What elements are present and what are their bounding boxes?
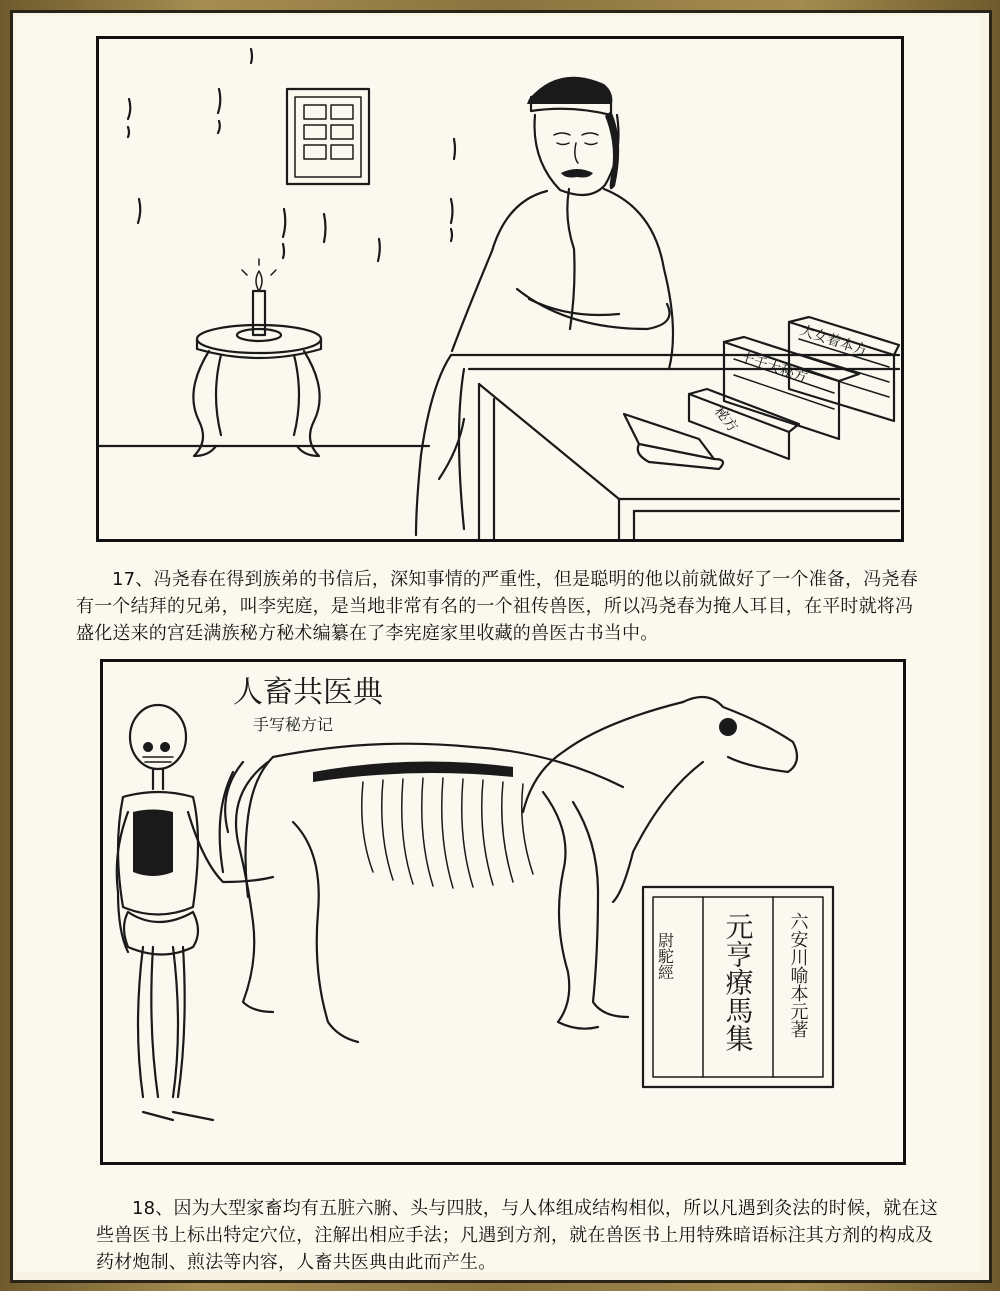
candle-stool: [193, 259, 321, 456]
comic-page: [16, 16, 980, 1272]
panel-17-caption: 17、冯尧春在得到族弟的书信后，深知事情的严重性，但是聪明的他以前就做好了一个准备，冯尧春有一个结拜的兄弟，叫李宪庭，是当地非常有名的一个祖传兽医，所以冯尧春为掩人耳目，在平时就将冯盛化送来的宫廷满族秘方秘术编纂在了李宪庭家里收藏的兽医古书当中。: [76, 569, 918, 644]
panel-17-illustration: [96, 36, 904, 542]
panel-18-illustration: [100, 659, 906, 1165]
table: [451, 355, 899, 539]
book-label-2: 十千大秘方: [737, 349, 810, 387]
panel-17-drawing: [99, 39, 901, 539]
human-skeleton: [117, 705, 273, 1120]
panel-18-drawing: [103, 662, 903, 1162]
window: [287, 89, 369, 184]
panel-18-caption: 18、因为大型家畜均有五脏六腑、头与四肢，与人体组成结构相似，所以凡遇到灸法的时候，就在这些兽医书上标出特定穴位，注解出相应手法；凡遇到方剂，就在兽医书上用特殊暗语标注其方剂的构成及药材炮制、煎法等内容，人畜共医典由此而产生。: [96, 1198, 938, 1273]
horse-skeleton: [220, 697, 797, 1042]
heading-title: 人畜共医典: [233, 675, 383, 710]
book-left-column: 尉駝經: [655, 932, 675, 980]
book-label-1: 大女着本方: [797, 322, 870, 360]
book-right-column: 六安川喻本元著: [787, 912, 809, 1038]
heading-subtitle: 手写秘方记: [253, 715, 334, 734]
book-label-3: 秘方: [710, 403, 741, 436]
wall-marks: [128, 49, 455, 261]
book-center-column: 元亨療馬集: [721, 912, 755, 1052]
